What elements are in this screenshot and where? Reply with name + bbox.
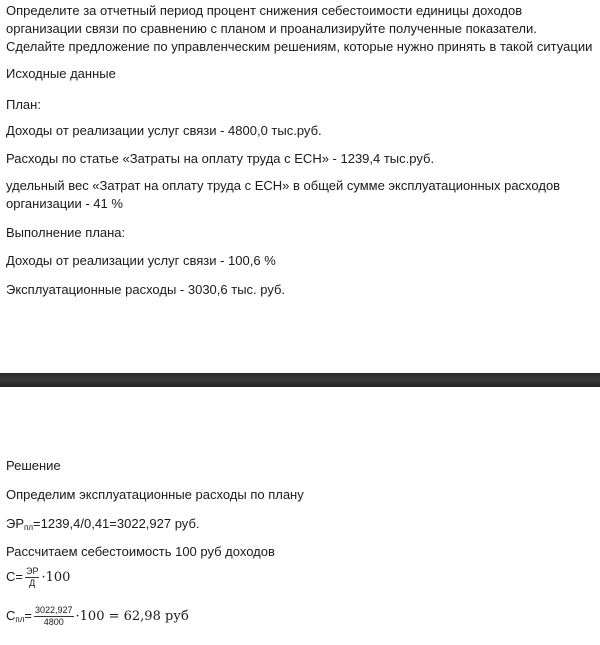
solution-step1: Определим эксплуатационные расходы по плану — [6, 487, 304, 502]
er-calculation: =1239,4/0,41=3022,927 руб. — [33, 516, 200, 531]
cost-general-formula — [6, 567, 70, 588]
plan-share: удельный вес «Затрат на оплату труда с ЕСН» в общей сумме эксплуатационных расходов организации - 41 % — [6, 178, 561, 211]
plan-result: ·100 = 62,98 руб — [75, 608, 189, 624]
fulfillment-expenses: Эксплуатационные расходы - 3030,6 тыс. руб. — [6, 282, 286, 297]
page-separator — [0, 373, 600, 387]
cost-plan-formula — [6, 606, 189, 629]
plan-heading: План: — [6, 97, 41, 112]
solution-step2: Рассчитаем себестоимость 100 руб доходов — [6, 544, 275, 559]
er-plan-formula — [6, 515, 200, 537]
fraction-denominator: Д — [29, 578, 36, 588]
plan-fraction-denominator: 4800 — [43, 617, 64, 627]
formula-multiplier: ·100 — [41, 569, 71, 585]
task-question: Определите за отчетный период процент снижения себестоимости единицы доходов организации связи по сравнению с планом и проанализируйте полученные показатели. Сделайте предложение по управленческим решениям, которые нужно принять в такой ситуации — [6, 3, 593, 54]
c-plan-subscript: пл — [15, 614, 25, 624]
c-symbol: C= — [6, 568, 23, 584]
c-plan-symbol: C — [6, 607, 16, 623]
plan-fraction-numerator: 3022,927 — [34, 605, 73, 615]
solution-heading: Решение — [6, 458, 61, 473]
fraction-numerator: ЭР — [25, 566, 39, 576]
fulfillment-income: Доходы от реализации услуг связи - 100,6 % — [6, 253, 276, 268]
plan-income: Доходы от реализации услуг связи - 4800,0 тыс.руб. — [6, 123, 322, 138]
fraction — [25, 567, 39, 588]
plan-fraction — [34, 606, 74, 627]
fulfillment-heading: Выполнение плана: — [6, 225, 126, 240]
plan-labor-costs: Расходы по статье «Затраты на оплату труда с ЕСН» - 1239,4 тыс.руб. — [6, 151, 435, 166]
initial-data-heading: Исходные данные — [6, 66, 116, 81]
er-subscript: пл — [24, 523, 34, 532]
c-plan-equals: = — [24, 607, 32, 623]
er-symbol: ЭР — [6, 516, 25, 531]
